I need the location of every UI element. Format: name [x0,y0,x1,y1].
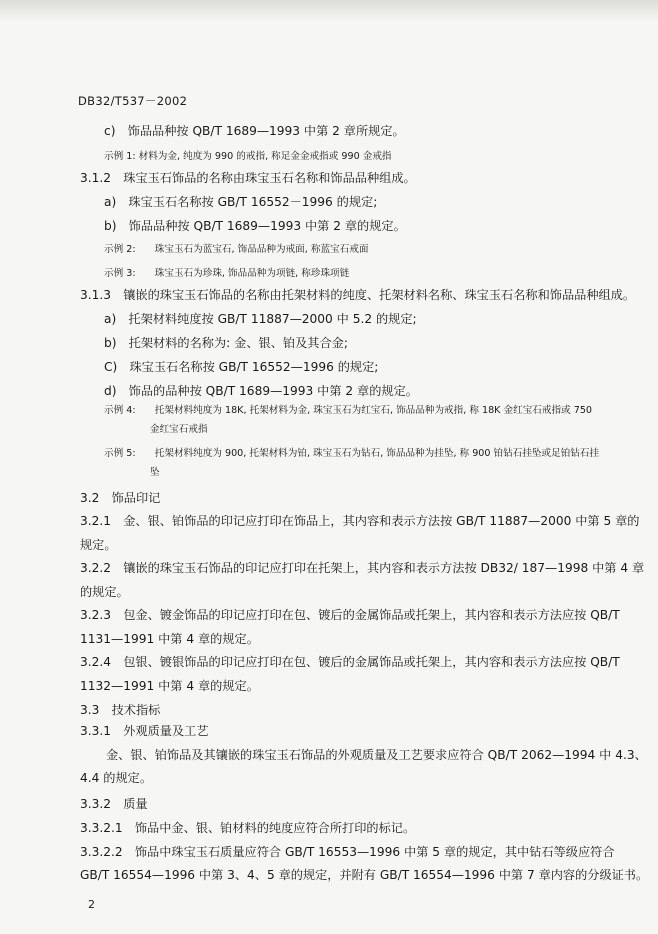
text-line: 3.3.2.1 饰品中金、银、铂材料的纯度应符合所打印的标记。 [80,821,416,835]
text-line: 金、银、铂饰品及其镶嵌的珠宝玉石饰品的外观质量及工艺要求应符合 QB/T 2062—1994 中 4.3、 [106,748,647,762]
example-line: 示例 3: 珠宝玉石为珍珠, 饰品品种为项链, 称珍珠项链 [104,268,350,279]
section-heading: 3.3 技术指标 [80,703,161,717]
text-line: 3.3.2.2 饰品中珠宝玉石质量应符合 GB/T 16553—1996 中第 5 章的规定，其中钻石等级应符合 [80,845,615,859]
clause-heading: 3.1.3 镶嵌的珠宝玉石饰品的名称由托架材料的纯度、托架材料名称、珠宝玉石名称和饰品品种组成。 [80,288,636,302]
text-line-cont: 1131—1991 中第 4 章的规定。 [80,632,259,646]
example-line-cont: 金红宝石戒指 [150,424,208,435]
clause-heading: 3.3.2 质量 [80,797,148,811]
section-heading: 3.2 饰品印记 [80,491,161,505]
scan-shadow [0,0,658,22]
text-line: 3.2.1 金、银、铂饰品的印记应打印在饰品上，其内容和表示方法按 GB/T 11887—2000 中第 5 章的 [80,514,640,528]
document-header: DB32/T537－2002 [78,94,188,108]
example-line-cont: 坠 [150,467,160,478]
text-line: a) 珠宝玉石名称按 GB/T 16552－1996 的规定; [104,195,378,209]
text-line-cont: GB/T 16554—1996 中第 3、4、5 章的规定，并附有 GB/T 16554—1996 中第 7 章内容的分级证书。 [80,868,649,882]
text-line: c) 饰品品种按 QB/T 1689—1993 中第 2 章所规定。 [104,124,405,138]
text-line: 3.2.3 包金、镀金饰品的印记应打印在包、镀后的金属饰品或托架上，其内容和表示方法应按 QB/T [80,608,620,622]
text-line: b) 托架材料的名称为: 金、银、铂及其合金; [104,336,348,350]
example-line: 示例 4: 托架材料纯度为 18K, 托架材料为金, 珠宝玉石为红宝石, 饰品品种为戒指, 称 18K 金红宝石戒指或 750 [104,405,593,416]
text-line: a) 托架材料纯度按 GB/T 11887—2000 中 5.2 的规定; [104,312,417,326]
page-number: 2 [88,898,95,911]
text-line-cont: 规定。 [80,538,117,552]
example-line: 示例 5: 托架材料纯度为 900, 托架材料为铂, 珠宝玉石为钻石, 饰品品种为挂坠, 称 900 铂钻石挂坠或足铂钻石挂 [104,448,600,459]
text-line-cont: 4.4 的规定。 [80,771,153,785]
clause-heading: 3.3.1 外观质量及工艺 [80,724,209,738]
text-line-cont: 的规定。 [80,585,129,599]
text-line: d) 饰品的品种按 QB/T 1689—1993 中第 2 章的规定。 [104,384,418,398]
text-line-cont: 1132—1991 中第 4 章的规定。 [80,679,259,693]
example-line: 示例 1: 材料为金, 纯度为 990 的戒指, 称足金金戒指或 990 金戒指 [104,151,392,162]
text-line: 3.2.4 包银、镀银饰品的印记应打印在包、镀后的金属饰品或托架上，其内容和表示方法应按 QB/T [80,655,620,669]
clause-heading: 3.1.2 珠宝玉石饰品的名称由珠宝玉石名称和饰品品种组成。 [80,171,416,185]
text-line: b) 饰品品种按 QB/T 1689—1993 中第 2 章的规定。 [104,219,406,233]
text-line: C) 珠宝玉石名称按 GB/T 16552—1996 的规定; [104,360,379,374]
example-line: 示例 2: 珠宝玉石为蓝宝石, 饰品品种为戒面, 称蓝宝石戒面 [104,244,369,255]
text-line: 3.2.2 镶嵌的珠宝玉石饰品的印记应打印在托架上，其内容和表示方法按 DB32/ 187—1998 中第 4 章 [80,561,645,575]
